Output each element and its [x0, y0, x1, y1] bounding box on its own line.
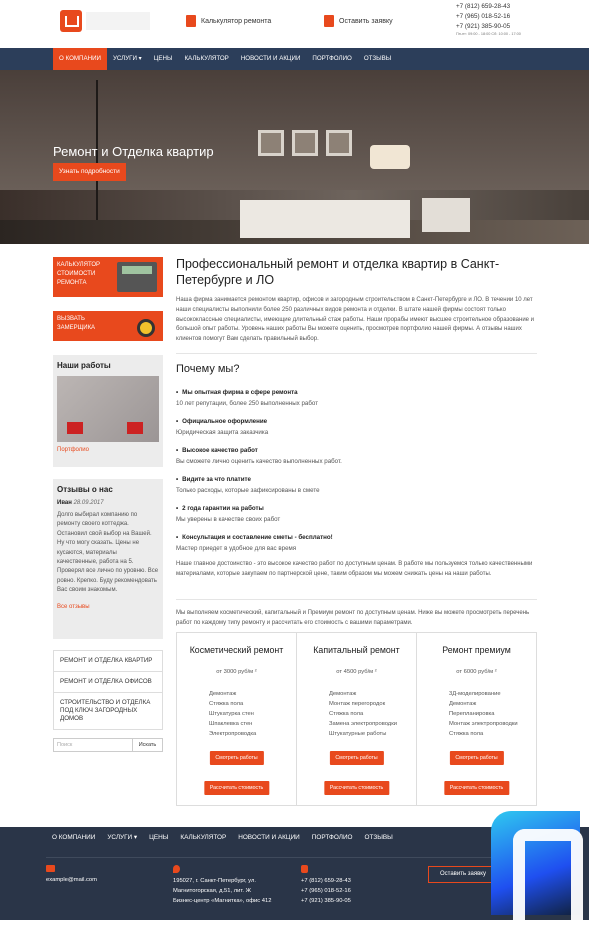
- divider: [176, 353, 537, 354]
- calculator-icon: [186, 15, 196, 27]
- main-nav: [0, 48, 589, 70]
- footer-nav-portfolio[interactable]: ПОРТФОЛИО: [311, 834, 353, 841]
- card-list-item: Демонтаж: [209, 691, 237, 697]
- mail-icon: [46, 865, 55, 872]
- feature-title: • 2 года гарантии на работы: [176, 505, 280, 512]
- footer-request-button[interactable]: Оставить заявку: [428, 866, 498, 883]
- review-author: [57, 500, 159, 506]
- nav-item-news[interactable]: НОВОСТИ И АКЦИИ: [240, 55, 301, 62]
- review-name: Иван: [57, 500, 72, 506]
- footer-phone[interactable]: +7 (921) 385-90-05: [301, 898, 351, 904]
- services-menu: [53, 650, 163, 730]
- card-list: [209, 689, 256, 739]
- card-list-item: Электропроводка: [209, 731, 257, 737]
- footer-nav: [46, 831, 399, 845]
- footer-nav-prices[interactable]: ЦЕНЫ: [149, 834, 169, 841]
- request-link[interactable]: [324, 15, 393, 27]
- card-list-item: Стяжка пола: [449, 731, 484, 737]
- card-list-item: Монтаж перегородок: [329, 701, 386, 707]
- feature-title: • Консультация и составление сметы - бесплатно!: [176, 534, 333, 541]
- card-list-item: 3Д-моделирование: [449, 691, 501, 697]
- menu-item-houses[interactable]: СТРОИТЕЛЬСТВО И ОТДЕЛКА ПОД КЛЮЧ ЗАГОРОДНЫХ ДОМОВ: [60, 699, 151, 722]
- card-list-item: Штукатурные работы: [329, 731, 387, 737]
- calculate-cost-button[interactable]: Рассчитать стоимость: [324, 781, 389, 795]
- footer-nav-about[interactable]: О КОМПАНИИ: [52, 834, 96, 841]
- hero-sofa: [240, 200, 410, 238]
- nav-item-prices[interactable]: ЦЕНЫ: [153, 55, 173, 62]
- nav-item-services[interactable]: УСЛУГИ ▾: [112, 55, 142, 62]
- works-image[interactable]: [57, 376, 159, 442]
- reviews-widget: [53, 479, 163, 639]
- card-list-item: Монтаж электропроводки: [449, 721, 518, 727]
- hero-armchair: [422, 198, 470, 232]
- why-title: Почему мы?: [176, 362, 240, 375]
- nav-item-about[interactable]: О КОМПАНИИ: [53, 48, 107, 70]
- hero-frame: [292, 130, 318, 156]
- card-price: от 3000 руб/м ²: [216, 669, 257, 675]
- intro-text: Наша фирма занимается ремонтом квартир, офисов и загородным строительством в Санкт-Петербурге и ЛО. В течении 10 лет наши специалисты выполнили более 250 различных видов ремонта и отделки. В штате нашей фирмы состоят только высококлассные специалисты, имеющие длительный стаж работы. Наши прорабы имеют высшее строительное образование и большой опыт работы. Уровень наших работы Вы можете оценить, просмотрев портфолио нашей фирмы. А отзывы наших клиентов помогут Вам сделать правильный выбор.: [176, 297, 535, 343]
- menu-item-apartments[interactable]: РЕМОНТ И ОТДЕЛКА КВАРТИР: [54, 651, 162, 672]
- card-list-item: Демонтаж: [449, 701, 477, 707]
- pricing-card-capital: [297, 633, 417, 805]
- footer-nav-services[interactable]: УСЛУГИ ▾: [107, 834, 138, 841]
- card-list: [329, 689, 397, 739]
- nav-item-portfolio[interactable]: ПОРТФОЛИО: [312, 55, 352, 62]
- card-list-item: Замена электропроводки: [329, 721, 397, 727]
- feature-title: • Мы опытная фирма в сфере ремонта: [176, 389, 318, 396]
- address-line: Магнитогорская, д.51, лит. Ж: [173, 888, 251, 894]
- chair-decor: [127, 422, 143, 434]
- footer-address: [173, 865, 271, 906]
- calculate-cost-button[interactable]: Рассчитать стоимость: [444, 781, 509, 795]
- feature-item: [176, 476, 320, 494]
- feature-text: Только расходы, которые зафиксированы в смете: [176, 487, 320, 494]
- card-list-item: Штукатурка стен: [209, 711, 254, 717]
- hero-frame: [326, 130, 352, 156]
- main-content: [176, 257, 537, 791]
- hero-title: Ремонт и Отделка квартир: [53, 144, 214, 159]
- footer-email: [46, 865, 97, 885]
- site-header: [0, 0, 589, 48]
- card-title: Косметический ремонт: [189, 645, 284, 655]
- work-schedule: Пн-пт: 09:00 - 18:00 Сб: 10:00 - 17:00: [456, 32, 521, 37]
- footer-phones: [301, 865, 351, 906]
- review-text: Долго выбирал компанию по ремонту своего коттеджа. Остановил свой выбор на Вашей. Ну что могу сказать. Цены не кусаются, материалы качественные, работа на 5. Проверял все лично по уровню. Все ровно. Крепко. Буду рекомендовать Вас своим знакомым.: [57, 512, 159, 594]
- portfolio-link[interactable]: Портфолио: [57, 447, 89, 453]
- calculator-link[interactable]: [186, 15, 271, 27]
- nav-item-reviews[interactable]: ОТЗЫВЫ: [363, 55, 392, 62]
- address-line: Бизнес-центр «Магнитка», офис 412: [173, 898, 272, 904]
- pricing-card-cosmetic: [177, 633, 297, 805]
- card-list-item: Демонтаж: [329, 691, 357, 697]
- calculator-icon: [117, 262, 157, 292]
- page-title: Профессиональный ремонт и отделка квартир в Санкт-Петербурге и ЛО: [176, 257, 500, 287]
- calc-banner[interactable]: [53, 257, 163, 297]
- footer-phone[interactable]: +7 (965) 018-52-16: [301, 888, 351, 894]
- feature-item: [176, 418, 268, 436]
- phone-3[interactable]: +7 (921) 385-90-05: [456, 22, 511, 30]
- menu-item-offices[interactable]: РЕМОНТ И ОТДЕЛКА ОФИСОВ: [54, 672, 162, 693]
- card-price: от 4500 руб/м ²: [336, 669, 377, 675]
- search-button[interactable]: Искать: [133, 738, 163, 752]
- calc-banner-label: КАЛЬКУЛЯТОР СТОИМОСТИ РЕМОНТА: [57, 262, 101, 286]
- footer-nav-reviews[interactable]: ОТЗЫВЫ: [364, 834, 393, 841]
- view-works-button[interactable]: Смотреть работы: [329, 751, 383, 765]
- view-works-button[interactable]: Смотреть работы: [209, 751, 263, 765]
- document-icon: [324, 15, 334, 27]
- hero-banner: [0, 70, 589, 244]
- chair-decor: [67, 422, 83, 434]
- footer-phone[interactable]: +7 (812) 659-28-43: [301, 878, 351, 884]
- pricing-intro: Мы выполняем косметический, капитальный и Премиум ремонт по доступным ценам. Ниже вы можете просмотреть перечень работ по каждому типу ремонту и рассчитать его стоимость с вашими параметрами.: [176, 610, 530, 626]
- calculate-cost-button[interactable]: Рассчитать стоимость: [204, 781, 269, 795]
- footer-nav-news[interactable]: НОВОСТИ И АКЦИИ: [238, 834, 300, 841]
- feature-text: Мы уверены в качестве своих работ: [176, 516, 281, 523]
- request-link-label: Оставить заявку: [339, 17, 393, 25]
- address-line: 195027, г. Санкт-Петербург, ул.: [173, 878, 256, 884]
- phone-2[interactable]: +7 (965) 018-52-16: [456, 12, 511, 20]
- view-works-button[interactable]: Смотреть работы: [449, 751, 503, 765]
- feature-text: 10 лет репутации, более 250 выполненных работ: [176, 400, 319, 407]
- email-link[interactable]: example@mail.com: [46, 877, 97, 883]
- card-title: Капитальный ремонт: [313, 645, 400, 655]
- hero-lamp: [370, 145, 410, 169]
- logo-icon[interactable]: [60, 10, 82, 32]
- feature-item: [176, 389, 318, 407]
- feature-text: Мастер приедет в удобное для вас время: [176, 545, 297, 552]
- feature-text: Юридическая защита заказчика: [176, 429, 269, 436]
- works-title: Наши работы: [57, 361, 111, 370]
- location-icon: [173, 865, 180, 873]
- pricing-card-premium: [417, 633, 536, 805]
- feature-title: • Официальное оформление: [176, 418, 268, 425]
- card-list-item: Стяжка пола: [209, 701, 244, 707]
- header-phones: [456, 2, 521, 38]
- card-list-item: Шпаклевка стен: [209, 721, 253, 727]
- feature-item: [176, 534, 333, 552]
- works-widget: [53, 355, 163, 467]
- hero-details-button[interactable]: Узнать подробности: [53, 163, 126, 181]
- feature-title: • Высокое качество работ: [176, 447, 342, 454]
- search-form: [53, 738, 163, 752]
- review-date: 28.09.2017: [73, 500, 104, 506]
- calculator-link-label: Калькулятор ремонта: [201, 17, 272, 25]
- card-price: от 6000 руб/м ²: [456, 669, 497, 675]
- feature-item: [176, 505, 280, 523]
- phone-icon: [301, 865, 308, 873]
- quality-text: Наше главное достоинство - это высокое качество работ по доступным ценам. В работе мы пользуемся только качественными материалами, которые закупаем по партнерской цене, таким образом мы можем снижать цены на наши работы.: [176, 561, 533, 577]
- logo-text: [86, 12, 150, 30]
- nav-item-calculator[interactable]: КАЛЬКУЛЯТОР: [184, 55, 229, 62]
- hero-frame: [258, 130, 284, 156]
- corner-brand-badge-icon: [491, 811, 580, 915]
- measurer-banner-label: ВЫЗВАТЬ ЗАМЕРЩИКА: [57, 316, 96, 331]
- all-reviews-link[interactable]: Все отзывы: [57, 603, 90, 610]
- card-title: Ремонт премиум: [442, 645, 511, 655]
- divider: [176, 599, 537, 600]
- feature-item: [176, 447, 342, 465]
- card-list-item: Стяжка пола: [329, 711, 364, 717]
- search-input[interactable]: Поиск: [53, 738, 133, 752]
- card-list: [449, 689, 518, 739]
- footer-divider: [46, 857, 542, 858]
- footer-nav-calculator[interactable]: КАЛЬКУЛЯТОР: [180, 834, 227, 841]
- feature-title: • Видите за что платите: [176, 476, 320, 483]
- reviews-title: Отзывы о нас: [57, 485, 113, 494]
- card-list-item: Перепланировка: [449, 711, 495, 717]
- phone-1[interactable]: +7 (812) 659-28-43: [456, 3, 511, 10]
- measurer-banner[interactable]: [53, 311, 163, 341]
- tape-measure-icon: [137, 319, 155, 337]
- pricing-cards: [176, 632, 537, 806]
- feature-text: Вы сможете лично оценить качество выполненных работ.: [176, 458, 342, 465]
